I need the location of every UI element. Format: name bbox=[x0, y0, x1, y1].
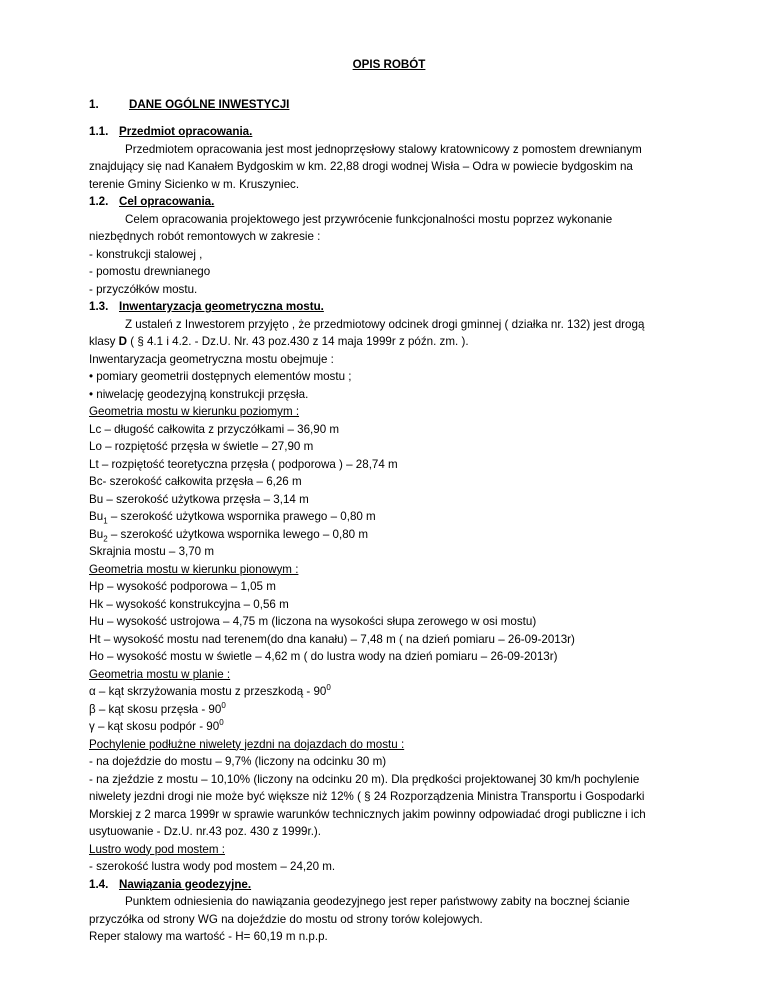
paragraph-line: usytuowanie - Dz.U. nr.43 poz. 430 z 1999r.). bbox=[89, 825, 321, 838]
subheading-plan: Geometria mostu w planie : bbox=[89, 667, 231, 681]
subscript: 1 bbox=[103, 516, 108, 526]
section-1-heading bbox=[89, 96, 689, 114]
dimension-line: Hu – wysokość ustrojowa – 4,75 m (liczona na wysokości słupa zerowego w osi mostu) bbox=[89, 615, 537, 628]
section-1-4-heading bbox=[89, 876, 689, 894]
section-number: 1.2. bbox=[89, 195, 109, 208]
dimension-line bbox=[89, 526, 689, 544]
paragraph-line: Inwentaryzacja geometryczna mostu obejmuje : bbox=[89, 352, 334, 366]
dimension-line: Ht – wysokość mostu nad terenem(do dna kanału) – 7,48 m ( na dzień pomiaru – 26-09-2013r) bbox=[89, 632, 575, 646]
section-label: Nawiązania geodezyjne. bbox=[119, 877, 252, 891]
superscript: 0 bbox=[326, 683, 331, 693]
section-number: 1.4. bbox=[89, 877, 109, 891]
paragraph-line: Morskiej z 2 marca 1999r w sprawie warunków technicznych jakim powinny odpowiadać drogi publiczne i ich bbox=[89, 807, 646, 821]
text-fragment: α – kąt skrzyżowania mostu z przeszkodą - 90 bbox=[89, 685, 327, 698]
dimension-line bbox=[89, 508, 689, 526]
paragraph-line: - na zjeździe z mostu – 10,10% (liczony na odcinku 20 m). Dla prędkości projektowanej 30 km/h pochylenie bbox=[89, 772, 640, 786]
paragraph-line: Z ustaleń z Inwestorem przyjęto , że przedmiotowy odcinek drogi gminnej ( działka nr. 132) jest drogą bbox=[125, 317, 645, 331]
document-body bbox=[89, 56, 689, 946]
section-1-2-heading bbox=[89, 193, 689, 211]
angle-line bbox=[89, 701, 689, 719]
text-fragment: Bu bbox=[89, 510, 104, 523]
text-fragment: Bu bbox=[89, 527, 104, 541]
dimension-line: Hp – wysokość podporowa – 1,05 m bbox=[89, 580, 276, 593]
section-label: Inwentaryzacja geometryczna mostu. bbox=[119, 300, 324, 313]
paragraph-line bbox=[89, 333, 689, 351]
paragraph-line: - na dojeździe do mostu – 9,7% (liczony na odcinku 30 m) bbox=[89, 755, 387, 768]
dimension-line: Bu – szerokość użytkowa przęsła – 3,14 m bbox=[89, 492, 309, 506]
list-item: - przyczółków mostu. bbox=[89, 282, 198, 296]
road-class: D bbox=[118, 335, 128, 348]
document-title: OPIS ROBÓT bbox=[352, 58, 426, 71]
text-fragment: β – kąt skosu przęsła - 90 bbox=[89, 702, 222, 716]
section-label: Cel opracowania. bbox=[119, 195, 215, 208]
paragraph-line: Punktem odniesienia do nawiązania geodezyjnego jest reper państwowy zabity na bocznej ścianie bbox=[125, 895, 630, 908]
text-fragment: – szerokość użytkowa wspornika lewego – 0,80 m bbox=[107, 527, 368, 541]
text-fragment: ( § 4.1 i 4.2. - Dz.U. Nr. 43 poz.430 z 14 maja 1999r z późn. zm. ). bbox=[127, 335, 469, 348]
superscript: 0 bbox=[219, 718, 224, 728]
section-1-3-heading bbox=[89, 298, 689, 316]
dimension-line: Skrajnia mostu – 3,70 m bbox=[89, 545, 215, 558]
dimension-line: Hk – wysokość konstrukcyjna – 0,56 m bbox=[89, 597, 289, 611]
list-item: - pomostu drewnianego bbox=[89, 265, 211, 278]
list-item: - konstrukcji stalowej , bbox=[89, 247, 203, 261]
paragraph-line: przyczółka od strony WG na dojeździe do mostu od strony torów kolejowych. bbox=[89, 912, 483, 926]
paragraph-line: terenie Gminy Sicienko w m. Kruszyniec. bbox=[89, 177, 300, 191]
angle-line bbox=[89, 683, 689, 701]
section-number: 1.3. bbox=[89, 300, 109, 313]
section-number: 1. bbox=[89, 97, 99, 111]
section-label: Przedmiot opracowania. bbox=[119, 125, 253, 138]
dimension-line: Lt – rozpiętość teoretyczna przęsła ( podporowa ) – 28,74 m bbox=[89, 457, 398, 471]
dimension-line: Bc- szerokość całkowita przęsła – 6,26 m bbox=[89, 475, 302, 488]
paragraph-line: Celem opracowania projektowego jest przywrócenie funkcjonalności mostu poprzez wykonanie bbox=[125, 212, 613, 226]
bullet-item: • pomiary geometrii dostępnych elementów mostu ; bbox=[89, 370, 352, 383]
section-1-1-heading bbox=[89, 123, 689, 141]
subheading-slope: Pochylenie podłużne niwelety jezdni na dojazdach do mostu : bbox=[89, 737, 405, 751]
subheading-water: Lustro wody pod mostem : bbox=[89, 842, 225, 856]
paragraph-line: niezbędnych robót remontowych w zakresie : bbox=[89, 230, 321, 243]
text-fragment: klasy bbox=[89, 335, 119, 348]
subscript: 2 bbox=[103, 533, 108, 543]
dimension-line: Lo – rozpiętość przęsła w świetle – 27,90 m bbox=[89, 440, 314, 453]
subheading-horizontal: Geometria mostu w kierunku poziomym : bbox=[89, 405, 300, 418]
paragraph-line: niwelety jezdni drogi nie może być większe niż 12% ( § 24 Rozporządzenia Ministra Transportu i Gospodarki bbox=[89, 790, 645, 803]
angle-line bbox=[89, 718, 689, 736]
dimension-line: Lc – długość całkowita z przyczółkami – 36,90 m bbox=[89, 422, 340, 436]
paragraph-line: znajdujący się nad Kanałem Bydgoskim w km. 22,88 drogi wodnej Wisła – Odra w powiecie bydgoskim na bbox=[89, 160, 633, 173]
paragraph-line: Przedmiotem opracowania jest most jednoprzęsłowy stalowy kratownicowy z pomostem drewnianym bbox=[125, 142, 642, 156]
superscript: 0 bbox=[221, 700, 226, 710]
text-fragment: – szerokość użytkowa wspornika prawego – 0,80 m bbox=[107, 510, 376, 523]
paragraph-line: Reper stalowy ma wartość - H= 60,19 m n.p.p. bbox=[89, 930, 328, 943]
paragraph-line: - szerokość lustra wody pod mostem – 24,20 m. bbox=[89, 860, 336, 873]
text-fragment: γ – kąt skosu podpór - 90 bbox=[89, 720, 220, 733]
bullet-item: • niwelację geodezyjną konstrukcji przęsła. bbox=[89, 387, 309, 401]
section-label: DANE OGÓLNE INWESTYCJI bbox=[129, 97, 290, 111]
section-number: 1.1. bbox=[89, 125, 109, 138]
dimension-line: Ho – wysokość mostu w świetle – 4,62 m ( do lustra wody na dzień pomiaru – 26-09-2013r) bbox=[89, 650, 558, 663]
subheading-vertical: Geometria mostu w kierunku pionowym : bbox=[89, 562, 299, 576]
